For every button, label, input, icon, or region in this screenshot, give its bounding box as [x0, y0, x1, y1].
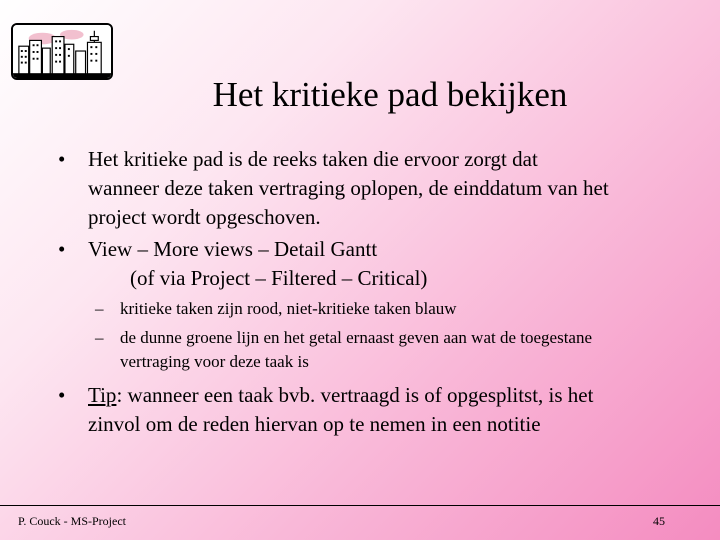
- bullet-line: project wordt opgeschoven.: [88, 205, 321, 229]
- sub-bullet-dash: –: [95, 299, 104, 318]
- tip-line-2: zinvol om de reden hiervan op te nemen in een notitie: [88, 412, 541, 436]
- sub-bullet-dash: –: [95, 328, 104, 347]
- bullet-line: View – More views – Detail Gantt: [88, 237, 378, 261]
- sub-bullet-line: vertraging voor deze taak is: [120, 352, 309, 371]
- slide-logo: [11, 23, 113, 80]
- footer-author: P. Couck - MS-Project: [18, 514, 126, 528]
- footer-page-number: 45: [653, 514, 665, 528]
- tip-label: Tip: [88, 383, 117, 407]
- tip-line-1: [88, 381, 700, 410]
- footer-divider: [0, 505, 720, 506]
- slide-title: Het kritieke pad bekijken: [212, 75, 568, 114]
- bullet-dot: •: [58, 147, 66, 171]
- bullet-dot: •: [58, 383, 66, 407]
- sub-bullet-line: kritieke taken zijn rood, niet-kritieke taken blauw: [120, 299, 457, 318]
- bullet-dot: •: [58, 237, 66, 261]
- bullet-line: (of via Project – Filtered – Critical): [130, 266, 428, 290]
- bullet-line: Het kritieke pad is de reeks taken die ervoor zorgt dat: [88, 147, 538, 171]
- city-skyline-icon: [13, 25, 111, 78]
- sub-bullet-line: de dunne groene lijn en het getal ernaast geven aan wat de toegestane: [120, 328, 593, 347]
- tip-text: : wanneer een taak bvb. vertraagd is of opgesplitst, is het: [116, 383, 594, 407]
- bullet-line: wanneer deze taken vertraging oplopen, de einddatum van het: [88, 176, 609, 200]
